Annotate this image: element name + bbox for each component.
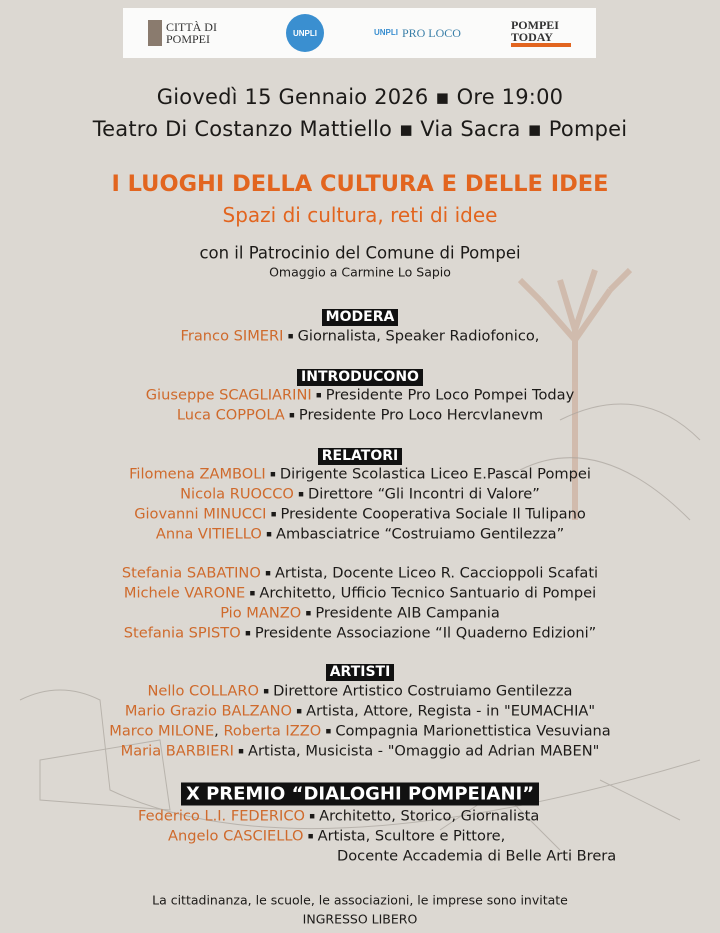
patronage: con il Patrocinio del Comune di Pompei <box>199 243 521 263</box>
sponsor-logo-bar <box>123 8 596 58</box>
separator: ▪ <box>262 686 270 697</box>
section-premio <box>0 783 720 806</box>
speaker-row <box>0 466 720 483</box>
event-title: I LUOGHI DELLA CULTURA E DELLE IDEE <box>111 171 609 197</box>
section-introducono <box>0 366 720 386</box>
separator: ▪ <box>244 628 251 639</box>
separator: ▪ <box>237 746 245 757</box>
artist-name: Roberta IZZO <box>223 722 322 740</box>
speaker-role: Presidente Pro Loco Pompei Today <box>325 386 575 404</box>
speaker-name: Luca COPPOLA <box>176 406 285 424</box>
separator: ▪ <box>270 509 277 520</box>
speaker-row <box>0 605 720 622</box>
separator: ▪ <box>296 706 303 717</box>
speaker-name: Nicola RUOCCO <box>180 485 294 503</box>
artist-row <box>0 683 720 700</box>
artist-name: Nello COLLARO <box>147 682 259 700</box>
speaker-row <box>0 506 720 523</box>
speaker-name: Anna VITIELLO <box>155 525 262 543</box>
awardee-role: Architetto, Storico, Giornalista <box>319 807 540 825</box>
premio-label: X PREMIO “DIALOGHI POMPEIANI” <box>181 783 539 806</box>
separator: ▪ <box>305 608 312 619</box>
section-label: MODERA <box>322 309 399 326</box>
separator: ▪ <box>309 811 316 822</box>
pompei-today-logo: POMPEI TODAY <box>511 19 571 47</box>
artist-row <box>0 703 720 720</box>
speaker-role: Presidente Cooperativa Sociale Il Tulipano <box>280 505 586 523</box>
speaker-role: Presidente Associazione “Il Quaderno Edizioni” <box>254 624 597 642</box>
awardee-role: Artista, Scultore e Pittore, <box>317 827 506 845</box>
separator: ▪ <box>264 568 271 579</box>
artist-role: Artista, Musicista - "Omaggio ad Adrian MABEN" <box>248 742 600 760</box>
speaker-row <box>0 486 720 503</box>
section-label: RELATORI <box>318 448 402 465</box>
awardee-name: Federico L.I. FEDERICO <box>138 807 306 825</box>
speaker-role: Dirigente Scolastica Liceo E.Pascal Pompei <box>279 465 591 483</box>
separator: ▪ <box>287 331 294 342</box>
speaker-row <box>0 565 720 582</box>
speaker-name: Filomena ZAMBOLI <box>129 465 266 483</box>
speaker-role: Architetto, Ufficio Tecnico Santuario di Pompei <box>259 584 597 602</box>
unpli-logo: UNPLI <box>286 14 324 52</box>
event-date: Giovedì 15 Gennaio 2026 ▪ Ore 19:00 <box>156 85 564 109</box>
speaker-row <box>0 526 720 543</box>
separator: ▪ <box>249 588 256 599</box>
artist-role: Direttore Artistico Costruiamo Gentilezza <box>273 682 573 700</box>
section-modera <box>0 306 720 326</box>
free-entry: INGRESSO LIBERO <box>302 911 418 927</box>
section-relatori <box>0 445 720 465</box>
separator: ▪ <box>269 469 276 480</box>
artist-role: Artista, Attore, Regista - in "EUMACHIA" <box>306 702 596 720</box>
comma: , <box>214 722 224 740</box>
tribute: Omaggio a Carmine Lo Sapio <box>269 264 451 280</box>
award-row <box>168 828 505 845</box>
invitation-text: La cittadinanza, le scuole, le associazioni, le imprese sono invitate <box>152 892 568 908</box>
speaker-name: Giovanni MINUCCI <box>134 505 267 523</box>
separator: ▪ <box>315 390 322 401</box>
speaker-name: Giuseppe SCAGLIARINI <box>145 386 312 404</box>
section-artisti <box>0 661 720 681</box>
speaker-row <box>0 625 720 642</box>
artist-name: Marco MILONE <box>109 722 215 740</box>
artist-role: Compagnia Marionettistica Vesuviana <box>335 722 611 740</box>
speaker-name: Stefania SABATINO <box>121 564 261 582</box>
award-role-continued: Docente Accademia di Belle Arti Brera <box>337 847 617 865</box>
event-subtitle: Spazi di cultura, reti di idee <box>222 203 498 227</box>
separator: ▪ <box>297 489 304 500</box>
speaker-role: Presidente Pro Loco Hercvlanevm <box>298 406 544 424</box>
speaker-role: Giornalista, Speaker Radiofonico, <box>297 327 540 345</box>
speaker-name: Franco SIMERI <box>180 327 284 345</box>
speaker-role: Direttore “Gli Incontri di Valore” <box>308 485 540 503</box>
separator: ▪ <box>265 529 272 540</box>
speaker-row <box>0 407 720 424</box>
artist-row <box>0 723 720 740</box>
event-venue: Teatro Di Costanzo Mattiello ▪ Via Sacra ▪ Pompei <box>92 117 628 141</box>
artist-name: Maria BARBIERI <box>120 742 234 760</box>
artist-row <box>0 743 720 760</box>
artist-name: Mario Grazio BALZANO <box>124 702 293 720</box>
citta-di-pompei-logo: CITTÀ DI POMPEI <box>148 20 236 46</box>
pro-loco-logo: UNPLI PRO LOCO <box>373 26 461 40</box>
speaker-row <box>0 328 720 345</box>
section-label: INTRODUCONO <box>297 369 423 386</box>
speaker-role: Artista, Docente Liceo R. Caccioppoli Scafati <box>274 564 599 582</box>
speaker-row <box>0 585 720 602</box>
speaker-row <box>0 387 720 404</box>
separator: ▪ <box>288 410 295 421</box>
award-row <box>138 808 539 825</box>
section-label: ARTISTI <box>326 664 395 681</box>
speaker-role: Ambasciatrice “Costruiamo Gentilezza” <box>276 525 565 543</box>
separator: ▪ <box>307 831 314 842</box>
awardee-name: Angelo CASCIELLO <box>168 827 304 845</box>
speaker-name: Michele VARONE <box>123 584 246 602</box>
speaker-name: Stefania SPISTO <box>123 624 241 642</box>
speaker-role: Presidente AIB Campania <box>315 604 500 622</box>
separator: ▪ <box>325 726 332 737</box>
speaker-name: Pio MANZO <box>220 604 302 622</box>
